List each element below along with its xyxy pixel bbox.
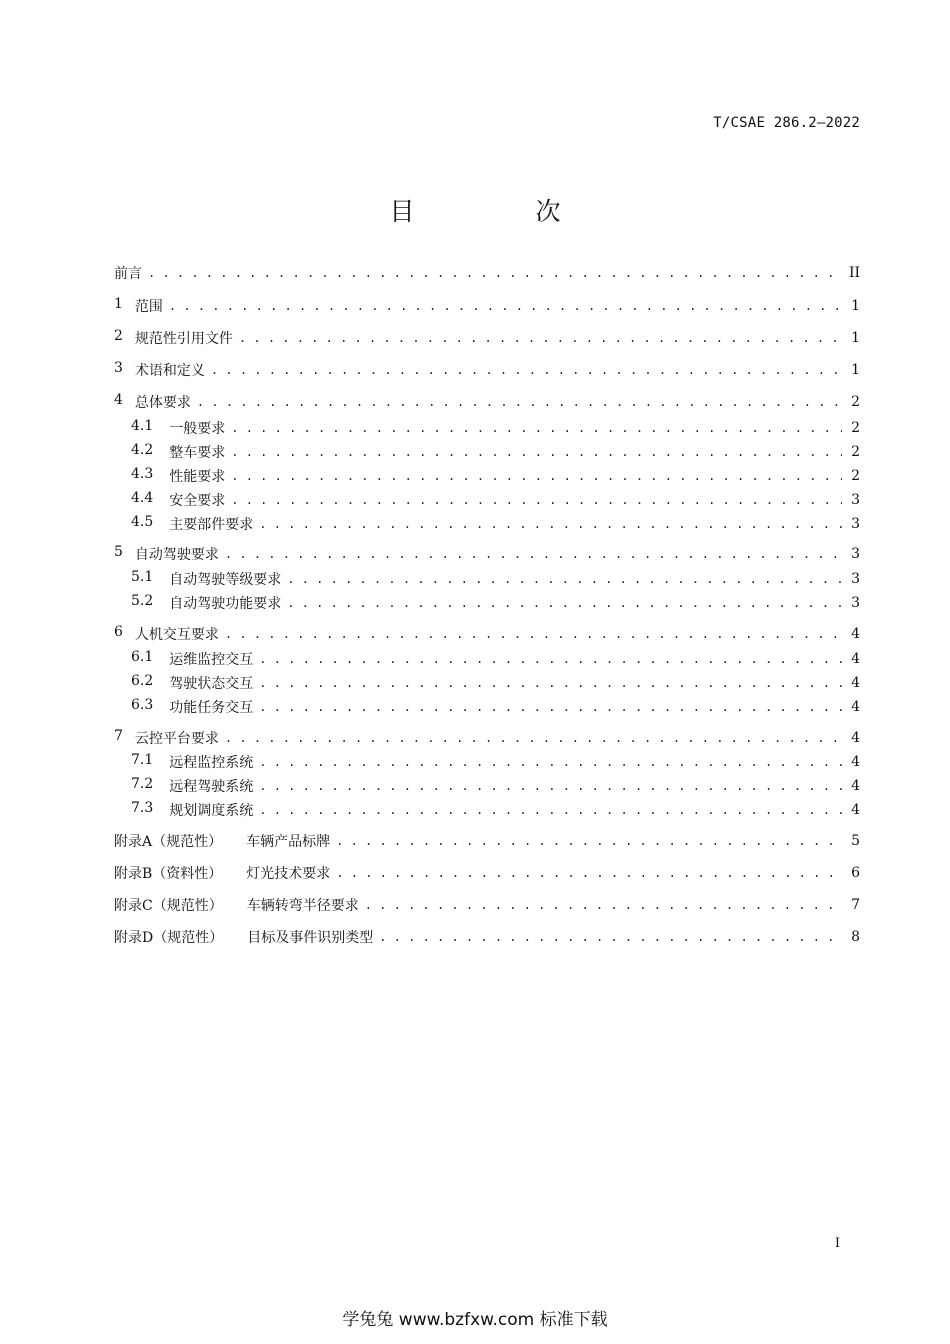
toc-entry-label <box>131 593 281 613</box>
toc-entry-number: 4.3 <box>131 466 154 482</box>
toc-entry-title: 远程监控系统 <box>169 755 254 771</box>
toc-entry-label <box>114 360 205 380</box>
toc-entry[interactable] <box>114 263 860 283</box>
toc-entry-title: 附录A（规范性） <box>114 834 223 850</box>
toc-entry[interactable] <box>114 831 860 851</box>
toc-entry-title: 人机交互要求 <box>134 627 219 643</box>
toc-entry[interactable] <box>131 442 860 462</box>
toc-dot-leader <box>239 331 842 345</box>
toc-entry-number: 6.3 <box>131 697 154 713</box>
toc-entry-title: 规划调度系统 <box>169 803 254 819</box>
toc-dot-leader <box>225 627 842 641</box>
toc-entry-label <box>131 466 225 486</box>
toc-entry-page: 4 <box>851 802 860 818</box>
toc-dot-leader <box>231 493 842 507</box>
toc-entry-page: 4 <box>851 651 860 667</box>
watermark-text: 学兔兔 www.bzfxw.com 标准下载 <box>342 1310 608 1330</box>
toc-entry-number: 7.2 <box>131 776 154 792</box>
toc-entry-title: 主要部件要求 <box>169 517 254 533</box>
toc-dot-leader <box>259 803 842 817</box>
toc-dot-leader <box>259 755 842 769</box>
toc-entry-label <box>114 328 233 348</box>
toc-entry-label <box>114 392 191 412</box>
toc-entry-title: 整车要求 <box>169 445 226 461</box>
toc-entry-page: 7 <box>851 897 860 913</box>
toc-entry[interactable] <box>131 752 860 772</box>
toc-entry-page: 4 <box>851 754 860 770</box>
toc-entry-number: 7.3 <box>131 800 154 816</box>
toc-entry[interactable] <box>114 927 860 947</box>
toc-entry-title: 自动驾驶功能要求 <box>169 596 282 612</box>
toc-entry[interactable] <box>114 863 860 883</box>
toc-entry-number: 2 <box>114 328 123 344</box>
toc-entry-label <box>114 728 219 748</box>
toc-entry-title: 功能任务交互 <box>169 700 254 716</box>
toc-entry-label <box>114 895 359 915</box>
toc-entry-page: 3 <box>851 516 860 532</box>
toc-entry-title: 一般要求 <box>169 421 226 437</box>
toc-dot-leader <box>259 676 842 690</box>
toc-dot-leader <box>365 898 842 912</box>
toc-entry-page: 4 <box>851 778 860 794</box>
toc-entry-page: 6 <box>851 865 860 881</box>
toc-dot-leader <box>225 547 842 561</box>
toc-dot-leader <box>287 596 842 610</box>
toc-dot-leader <box>259 652 842 666</box>
toc-entry[interactable] <box>131 514 860 534</box>
toc-entry-label <box>131 442 225 462</box>
toc-entry-number: 6 <box>114 624 123 640</box>
toc-entry-number: 6.1 <box>131 649 154 665</box>
toc-entry-title: 性能要求 <box>169 469 226 485</box>
toc-entry-number: 6.2 <box>131 673 154 689</box>
toc-entry-label <box>114 263 142 283</box>
toc-entry-label <box>114 544 219 564</box>
toc-entry-number: 4.4 <box>131 490 154 506</box>
toc-dot-leader <box>336 834 842 848</box>
toc-dot-leader <box>379 930 842 944</box>
toc-entry[interactable] <box>131 593 860 613</box>
toc-dot-leader <box>259 700 842 714</box>
toc-entry-number: 1 <box>114 296 123 312</box>
toc-dot-leader <box>259 779 842 793</box>
toc-entry-label <box>131 569 281 589</box>
toc-entry-page: 3 <box>851 492 860 508</box>
toc-entry-page: 3 <box>851 546 860 562</box>
toc-dot-leader <box>287 572 842 586</box>
toc-entry-page: 2 <box>851 444 860 460</box>
toc-entry-label <box>131 776 253 796</box>
toc-entry[interactable] <box>114 360 860 380</box>
toc-entry-title: 附录B（资料性） <box>114 866 223 882</box>
toc-entry-subtitle: 车辆转弯半径要求 <box>246 898 359 914</box>
toc-entry-page: II <box>848 265 860 281</box>
toc-entry-title: 安全要求 <box>169 493 226 509</box>
document-code: T/CSAE 286.2—2022 <box>713 115 860 131</box>
toc-entry-label <box>114 831 330 851</box>
toc-dot-leader <box>211 363 842 377</box>
toc-entry-label <box>114 624 219 644</box>
toc-dot-leader <box>231 421 842 435</box>
toc-entry-subtitle: 目标及事件识别类型 <box>247 930 374 946</box>
toc-entry-subtitle: 灯光技术要求 <box>246 866 331 882</box>
toc-entry-number: 5.2 <box>131 593 154 609</box>
toc-entry-number: 4.5 <box>131 514 154 530</box>
toc-entry-label <box>131 697 253 717</box>
toc-entry-number: 4.1 <box>131 418 154 434</box>
toc-entry-number: 5 <box>114 544 123 560</box>
toc-entry-page: 2 <box>851 468 860 484</box>
toc-entry-number: 4 <box>114 392 123 408</box>
toc-entry-label <box>131 490 225 510</box>
toc-entry-title: 附录C（规范性） <box>114 898 223 914</box>
toc-entry-page: 4 <box>851 699 860 715</box>
toc-entry[interactable] <box>114 392 860 412</box>
toc-dot-leader <box>231 445 842 459</box>
toc-entry-label <box>131 649 253 669</box>
toc-entry-label <box>114 296 163 316</box>
toc-entry[interactable] <box>114 728 860 748</box>
toc-entry-title: 自动驾驶要求 <box>134 547 219 563</box>
toc-entry[interactable] <box>131 569 860 589</box>
toc-entry-number: 3 <box>114 360 123 376</box>
toc-entry-number: 4.2 <box>131 442 154 458</box>
toc-entry-label <box>114 863 330 883</box>
toc-entry[interactable] <box>131 418 860 438</box>
toc-entry-page: 3 <box>851 595 860 611</box>
page-title: 目 次 <box>389 197 609 226</box>
toc-entry[interactable] <box>131 490 860 510</box>
toc-entry-page: 4 <box>851 675 860 691</box>
toc-entry-page: 2 <box>851 420 860 436</box>
toc-entry-title: 自动驾驶等级要求 <box>169 572 282 588</box>
toc-entry[interactable] <box>131 697 860 717</box>
toc-dot-leader <box>225 731 842 745</box>
toc-entry-title: 范围 <box>134 299 163 315</box>
toc-entry-page: 1 <box>851 298 860 314</box>
toc-entry[interactable] <box>131 466 860 486</box>
toc-entry-title: 总体要求 <box>134 395 191 411</box>
toc-dot-leader <box>336 866 842 880</box>
toc-entry[interactable] <box>114 895 860 915</box>
toc-entry-number: 5.1 <box>131 569 154 585</box>
toc-entry-label <box>114 927 373 947</box>
toc-entry[interactable] <box>131 673 860 693</box>
toc-entry-page: 4 <box>851 626 860 642</box>
toc-entry-page: 4 <box>851 730 860 746</box>
toc-entry-title: 驾驶状态交互 <box>169 676 254 692</box>
toc-entry-page: 5 <box>851 833 860 849</box>
toc-dot-leader <box>231 469 842 483</box>
toc-entry-title: 规范性引用文件 <box>134 331 233 347</box>
toc-entry[interactable] <box>131 776 860 796</box>
toc-entry[interactable] <box>114 328 860 348</box>
toc-entry-title: 附录D（规范性） <box>114 930 224 946</box>
toc-entry-page: 1 <box>851 362 860 378</box>
toc-entry[interactable] <box>114 296 860 316</box>
toc-dot-leader <box>169 299 842 313</box>
toc-entry-title: 运维监控交互 <box>169 652 254 668</box>
toc-entry[interactable] <box>114 544 860 564</box>
toc-entry-label <box>131 514 253 534</box>
toc-entry[interactable] <box>131 800 860 820</box>
toc-dot-leader <box>197 395 842 409</box>
toc-dot-leader <box>148 266 842 280</box>
toc-entry-label <box>131 752 253 772</box>
toc-entry-label <box>131 673 253 693</box>
toc-entry-page: 1 <box>851 330 860 346</box>
toc-entry-title: 云控平台要求 <box>134 731 219 747</box>
page-number: I <box>834 1236 840 1251</box>
toc-entry-page: 2 <box>851 394 860 410</box>
toc-entry-subtitle: 车辆产品标牌 <box>246 834 331 850</box>
toc-entry[interactable] <box>131 649 860 669</box>
toc-dot-leader <box>259 517 842 531</box>
toc-entry-title: 远程驾驶系统 <box>169 779 254 795</box>
toc-entry-label <box>131 418 225 438</box>
toc-entry-page: 3 <box>851 571 860 587</box>
toc-entry-title: 前言 <box>114 266 142 282</box>
toc-entry-number: 7.1 <box>131 752 154 768</box>
toc-entry-title: 术语和定义 <box>134 363 205 379</box>
toc-entry-page: 8 <box>851 929 860 945</box>
toc-entry-number: 7 <box>114 728 123 744</box>
toc-entry[interactable] <box>114 624 860 644</box>
toc-entry-label <box>131 800 253 820</box>
